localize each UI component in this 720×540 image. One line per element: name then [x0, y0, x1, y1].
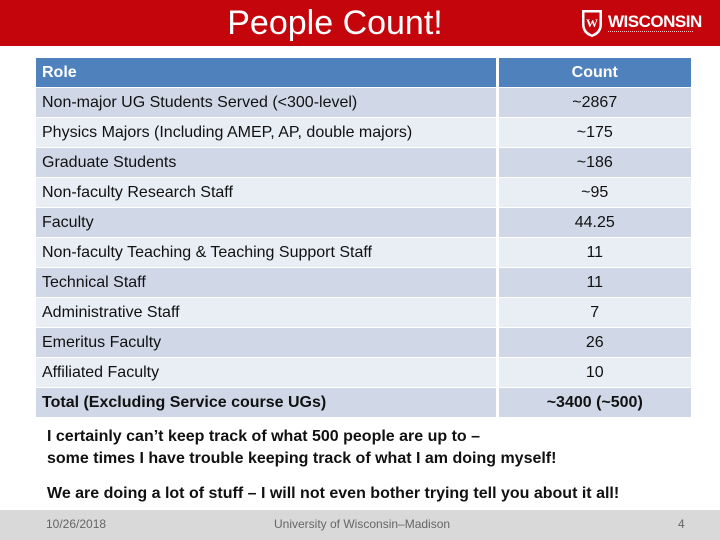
row-role: Administrative Staff — [36, 298, 497, 328]
logo-subline — [608, 31, 693, 34]
svg-text:W: W — [586, 16, 598, 30]
footer-institution: University of Wisconsin–Madison — [274, 517, 451, 531]
row-role: Emeritus Faculty — [36, 328, 497, 358]
row-count: 7 — [497, 298, 691, 328]
table-row — [36, 238, 691, 268]
row-count: 11 — [497, 238, 691, 268]
header-role: Role — [36, 58, 497, 88]
row-count: ~175 — [497, 118, 691, 148]
table-row — [36, 358, 691, 388]
table-header-row — [36, 58, 691, 88]
table-row — [36, 268, 691, 298]
table-row — [36, 208, 691, 238]
crest-icon — [580, 8, 604, 38]
row-count: ~95 — [497, 178, 691, 208]
table-total-row — [36, 388, 691, 418]
row-role: Non-faculty Teaching & Teaching Support Staff — [36, 238, 497, 268]
title-bar — [0, 0, 720, 46]
row-count: 26 — [497, 328, 691, 358]
table-row — [36, 328, 691, 358]
header-count: Count — [497, 58, 691, 88]
row-count: 10 — [497, 358, 691, 388]
note-line-3: We are doing a lot of stuff – I will not even bother trying tell you about it all! — [47, 485, 620, 502]
row-count: ~2867 — [497, 88, 691, 118]
row-role: Non-major UG Students Served (<300-level) — [36, 88, 497, 118]
table-row — [36, 298, 691, 328]
row-role: Technical Staff — [36, 268, 497, 298]
row-role: Faculty — [36, 208, 497, 238]
table-row — [36, 118, 691, 148]
table-row — [36, 88, 691, 118]
row-role: Affiliated Faculty — [36, 358, 497, 388]
row-role: Physics Majors (Including AMEP, AP, double majors) — [36, 118, 497, 148]
wisconsin-logo — [580, 8, 702, 40]
footer-page-number: 4 — [678, 517, 685, 531]
note-line-2: some times I have trouble keeping track of what I am doing myself! — [47, 450, 557, 467]
note-paragraph — [47, 426, 707, 470]
footer-date: 10/26/2018 — [46, 517, 107, 531]
note-line-1: I certainly can’t keep track of what 500 people are up to – — [47, 428, 481, 445]
slide-title: People Count! — [227, 4, 443, 42]
total-count: ~3400 (~500) — [497, 388, 691, 418]
row-count: 44.25 — [497, 208, 691, 238]
total-role: Total (Excluding Service course UGs) — [36, 388, 497, 418]
row-role: Non-faculty Research Staff — [36, 178, 497, 208]
row-count: ~186 — [497, 148, 691, 178]
row-count: 11 — [497, 268, 691, 298]
table-row — [36, 178, 691, 208]
people-count-table — [36, 58, 691, 418]
logo-wordmark: WISCONSIN — [608, 12, 702, 31]
table-row — [36, 148, 691, 178]
footer-bar — [0, 510, 720, 540]
row-role: Graduate Students — [36, 148, 497, 178]
